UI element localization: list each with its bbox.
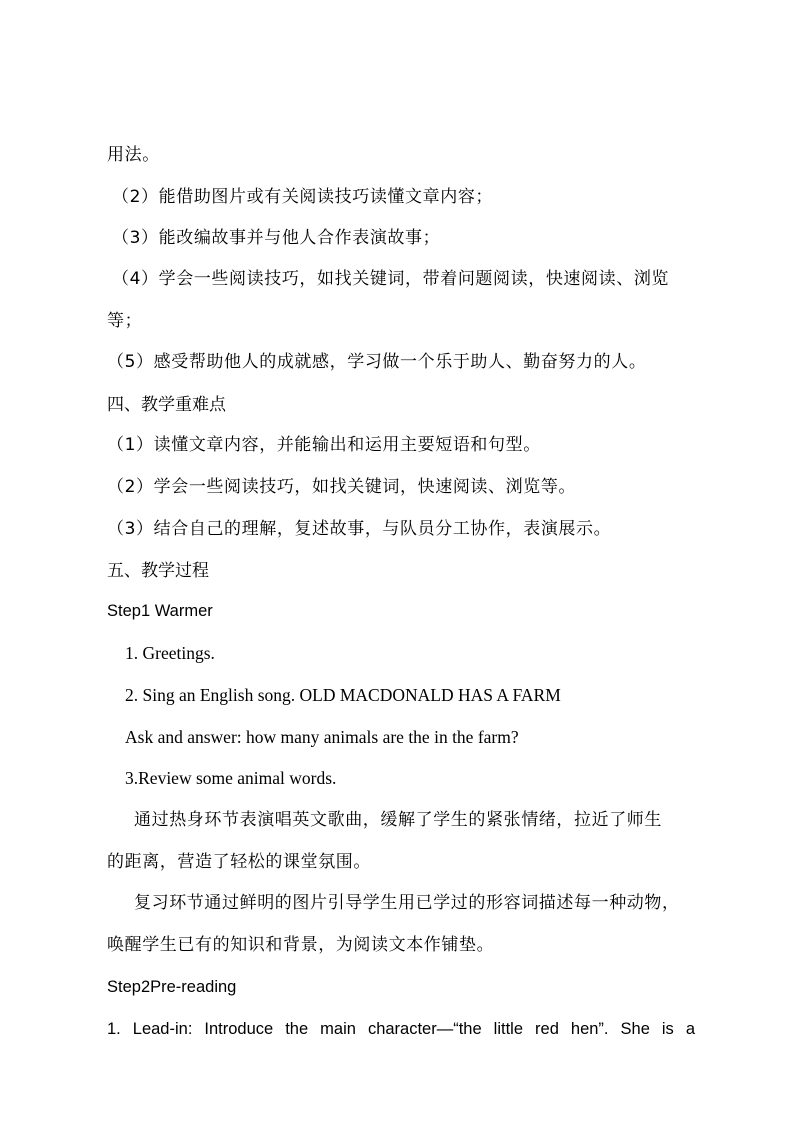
step-heading-pre-reading: Step2Pre-reading bbox=[107, 978, 237, 996]
key-point-2: （2）学会一些阅读技巧，如找关键词，快速阅读、浏览等。 bbox=[107, 477, 577, 497]
text-line: 等； bbox=[107, 311, 143, 331]
objective-item-5: （5）感受帮助他人的成就感，学习做一个乐于助人、勤奋努力的人。 bbox=[107, 352, 647, 372]
section-heading-key-points: 四、教学重难点 bbox=[107, 395, 226, 415]
key-point-1: （1）读懂文章内容，并能输出和运用主要短语和句型。 bbox=[107, 435, 541, 455]
lead-in-line: 1. Lead-in: Introduce the main character—“the little red hen”. She is a bbox=[107, 1020, 695, 1038]
paragraph-line: 唤醒学生已有的知识和背景，为阅读文本作铺垫。 bbox=[107, 935, 495, 955]
text-line: 用法。 bbox=[107, 145, 160, 165]
objective-item-4: （4）学会一些阅读技巧，如找关键词，带着问题阅读，快速阅读、浏览 bbox=[112, 269, 670, 289]
warmer-item-3: 3.Review some animal words. bbox=[125, 768, 337, 788]
step-heading-warmer: Step1 Warmer bbox=[107, 602, 213, 620]
paragraph-line: 复习环节通过鲜明的图片引导学生用已学过的形容词描述每一种动物， bbox=[134, 893, 680, 913]
warmer-item-2: 2. Sing an English song. OLD MACDONALD HAS A FARM bbox=[125, 685, 561, 705]
paragraph-line: 的距离，营造了轻松的课堂氛围。 bbox=[107, 852, 371, 872]
section-heading-process: 五、教学过程 bbox=[107, 561, 209, 581]
objective-item-2: （2）能借助图片或有关阅读技巧读懂文章内容； bbox=[112, 187, 494, 207]
key-point-3: （3）结合自己的理解，复述故事，与队员分工协作，表演展示。 bbox=[107, 519, 612, 539]
objective-item-3: （3）能改编故事并与他人合作表演故事； bbox=[112, 228, 441, 248]
paragraph-line: 通过热身环节表演唱英文歌曲，缓解了学生的紧张情绪，拉近了师生 bbox=[134, 810, 662, 830]
warmer-question: Ask and answer: how many animals are the in the farm? bbox=[125, 727, 519, 747]
warmer-item-1: 1. Greetings. bbox=[125, 643, 215, 663]
